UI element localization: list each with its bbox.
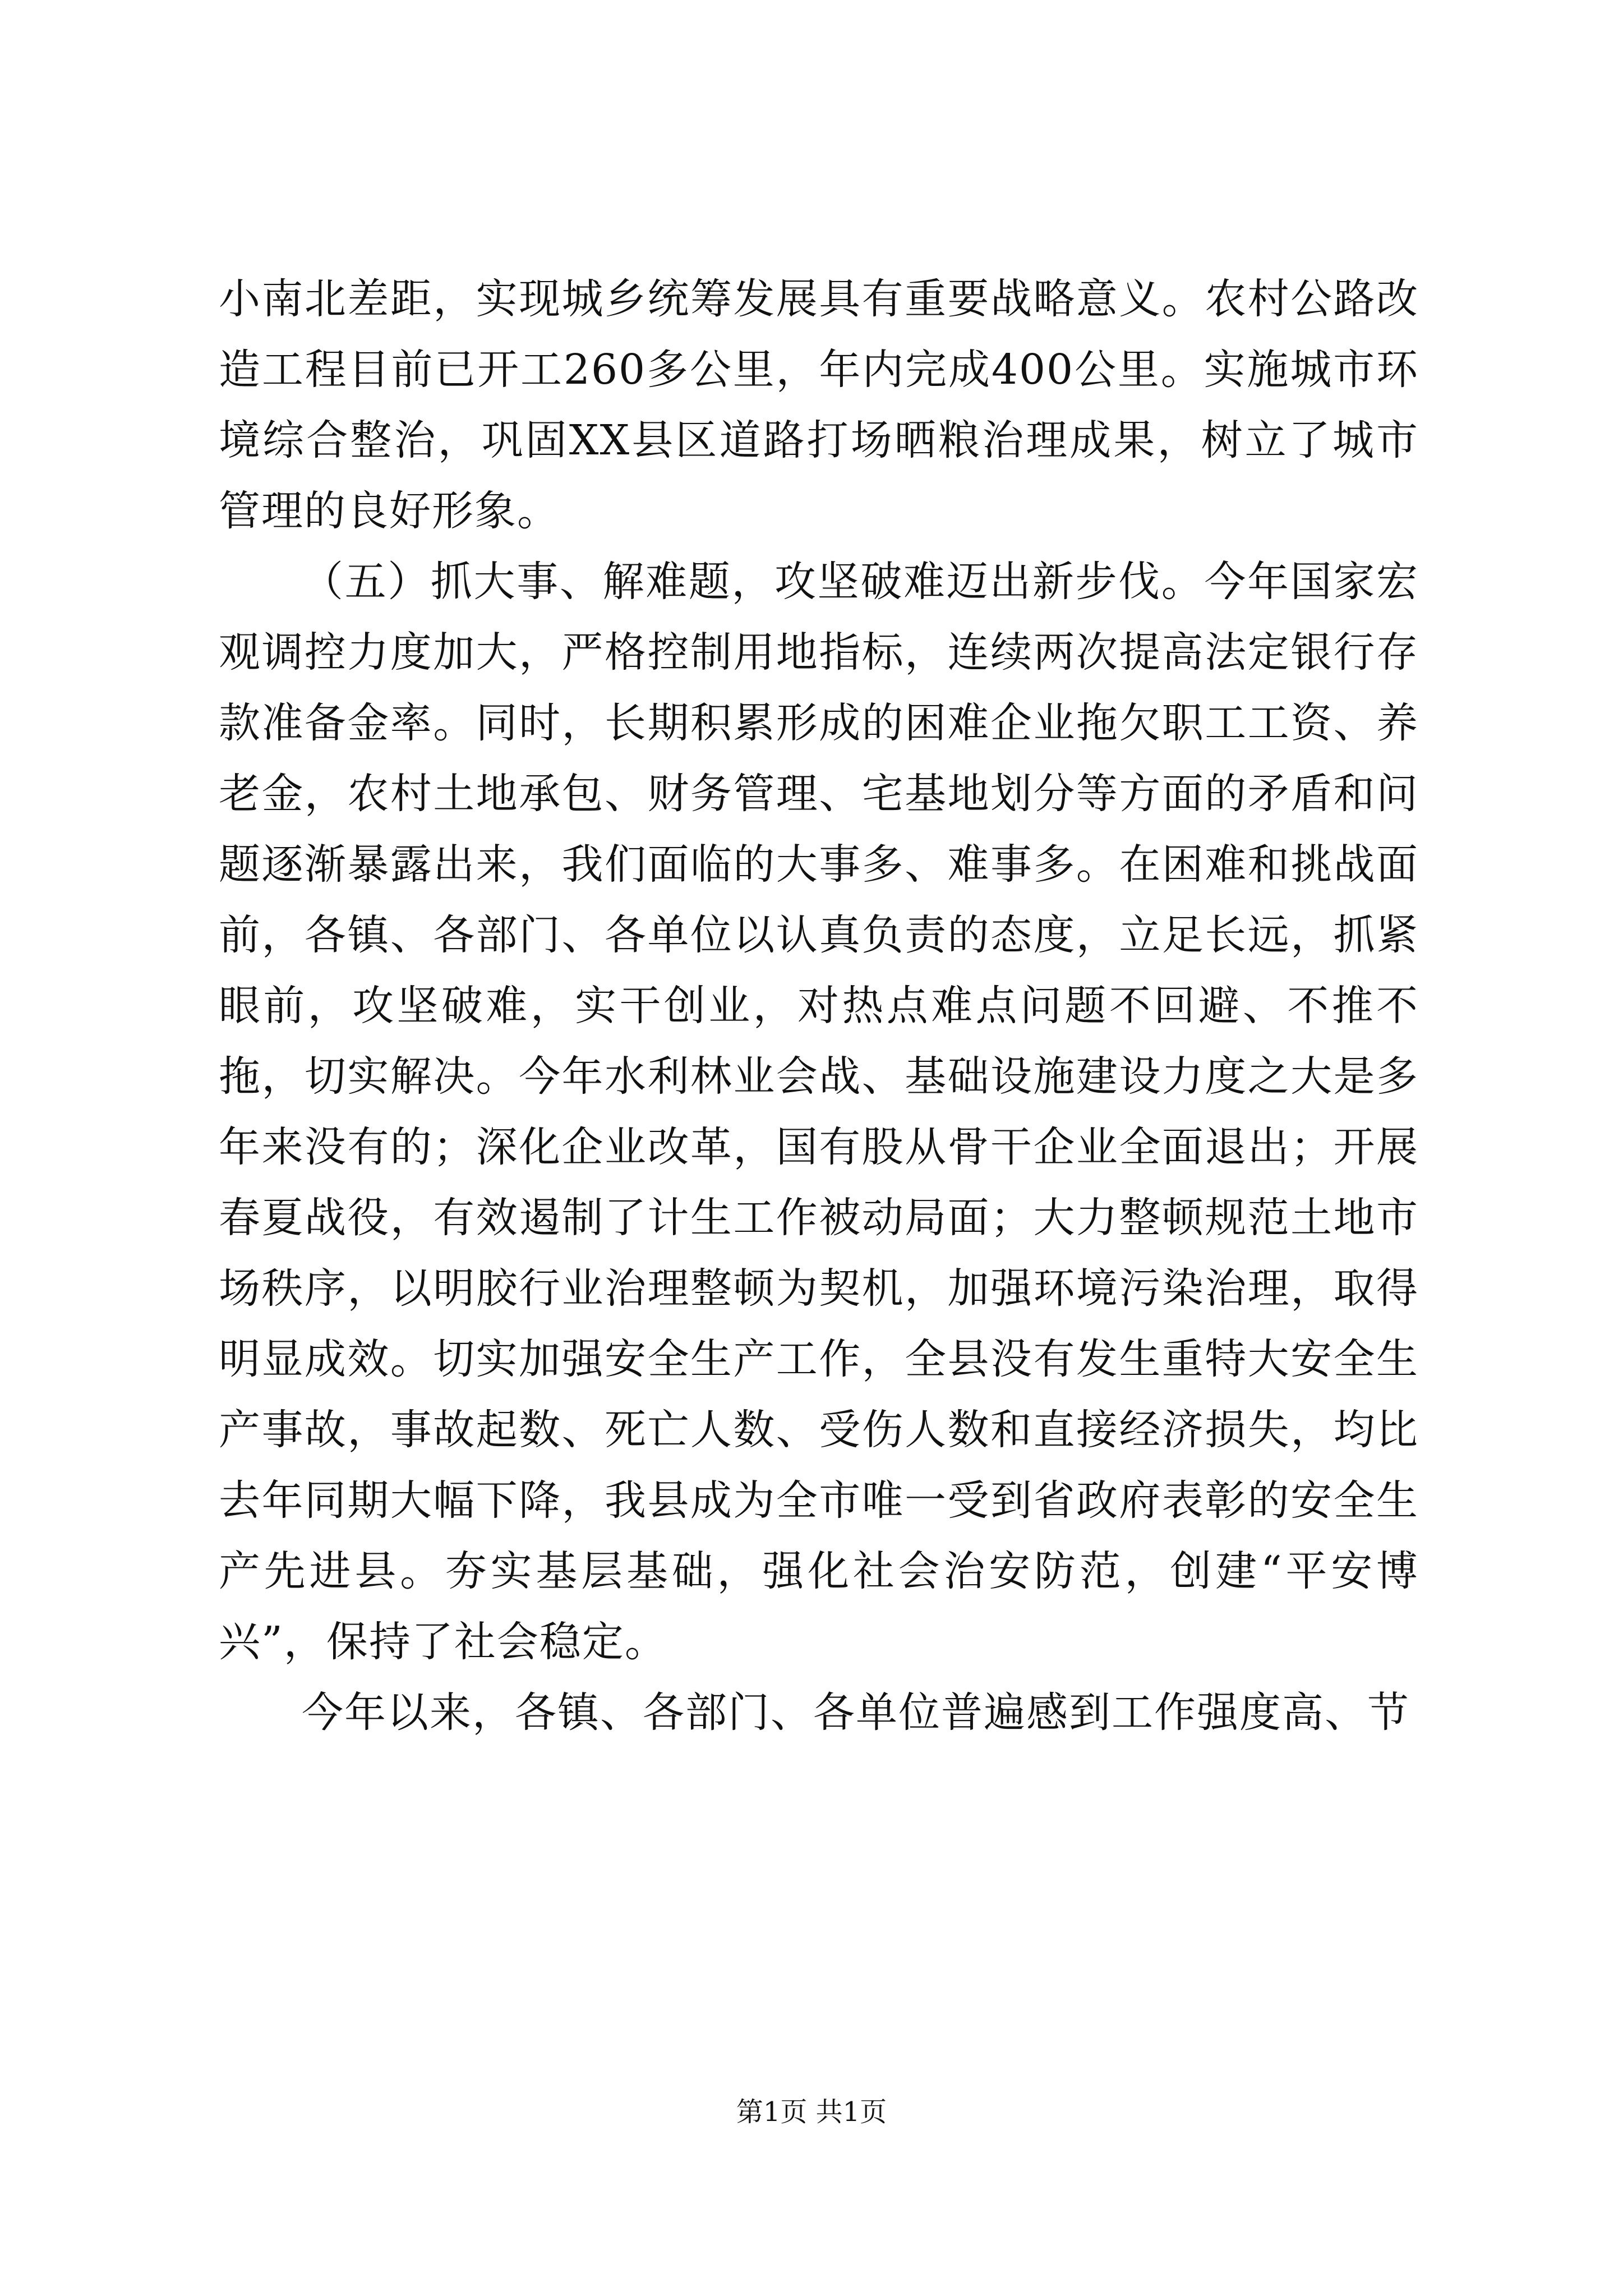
page-footer: 第1页 共1页 (736, 2096, 887, 2128)
document-body (219, 264, 1419, 1748)
paragraph-1: 小南北差距，实现城乡统筹发展具有重要战略意义。农村公路改造工程目前已开工260多公里，年内完成400公里。实施城市环境综合整治，巩固XX县区道路打场晒粮治理成果，树立了城市管理的良好形象。 (219, 275, 1419, 535)
paragraph-2: （五）抓大事、解难题，攻坚破难迈出新步伐。今年国家宏观调控力度加大，严格控制用地指标，连续两次提高法定银行存款准备金率。同时，长期积累形成的困难企业拖欠职工工资、养老金，农村土地承包、财务管理、宅基地划分等方面的矛盾和问题逐渐暴露出来，我们面临的大事多、难事多。在困难和挑战面前，各镇、各部门、各单位以认真负责的态度，立足长远，抓紧眼前，攻坚破难，实干创业，对热点难点问题不回避、不推不拖，切实解决。今年水利林业会战、基础设施建设力度之大是多年来没有的；深化企业改革，国有股从骨干企业全面退出；开展春夏战役，有效遏制了计生工作被动局面；大力整顿规范土地市场秩序，以明胶行业治理整顿为契机，加强环境污染治理，取得明显成效。切实加强安全生产工作，全县没有发生重特大安全生产事故，事故起数、死亡人数、受伤人数和直接经济损失，均比去年同期大幅下降，我县成为全市唯一受到省政府表彰的安全生产先进县。夯实基层基础，强化社会治安防范，创建“平安博兴”，保持了社会稳定。 (219, 558, 1419, 1666)
paragraph-3: 今年以来，各镇、各部门、各单位普遍感到工作强度高、节 (302, 1688, 1410, 1737)
